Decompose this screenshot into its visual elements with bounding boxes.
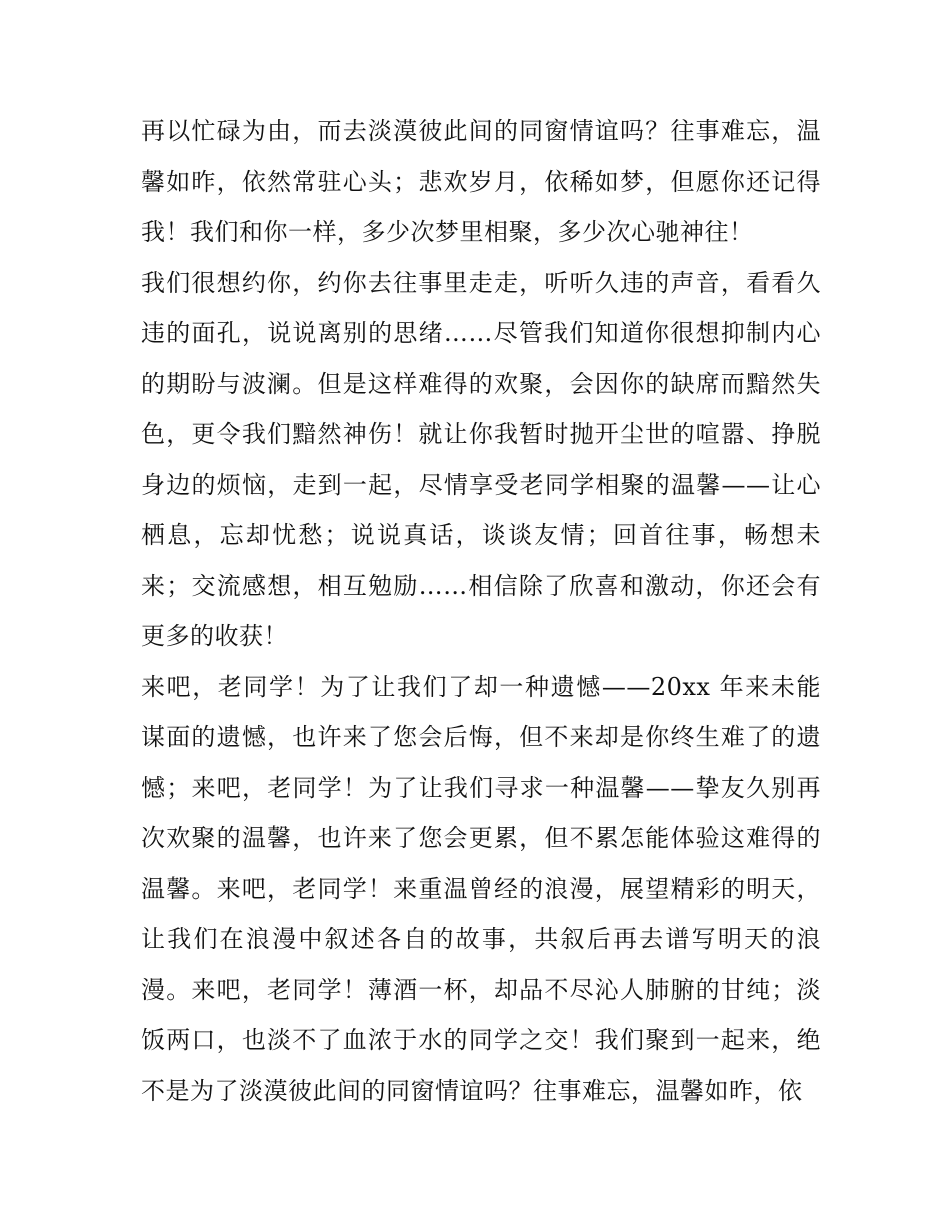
paragraph-1: 再以忙碌为由，而去淡漠彼此间的同窗情谊吗？往事难忘，温馨如昨，依然常驻心头；悲欢岁月，依稀如梦，但愿你还记得我！我们和你一样，多少次梦里相聚，多少次心驰神往！ xyxy=(141,117,821,246)
body-text xyxy=(141,106,821,1116)
paragraph-3: 来吧，老同学！为了让我们了却一种遗憾——20xx 年来未能谋面的遗憾，也许来了您会后悔，但不来却是你终生难了的遗憾；来吧，老同学！为了让我们寻求一种温馨——挚友久别再次欢聚的温馨，也许来了您会更累，但不累怎能体验这难得的温馨。来吧，老同学！来重温曾经的浪漫，展望精彩的明天，让我们在浪漫中叙述各自的故事，共叙后再去谱写明天的浪漫。来吧，老同学！薄酒一杯，却品不尽沁人肺腑的甘纯；淡饭两口，也淡不了血浓于水的同学之交！我们聚到一起来，绝不是为了淡漠彼此间的同窗情谊吗？往事难忘，温馨如昨，依 xyxy=(141,672,821,1105)
paragraph-2: 我们很想约你，约你去往事里走走，听听久违的声音，看看久违的面孔，说说离别的思绪……尽管我们知道你很想抑制内心的期盼与波澜。但是这样难得的欢聚，会因你的缺席而黯然失色，更令我们黯然神伤！就让你我暂时抛开尘世的喧嚣、挣脱身边的烦恼，走到一起，尽情享受老同学相聚的温馨——让心栖息，忘却忧愁；说说真话，谈谈友情；回首往事，畅想未来；交流感想，相互勉励……相信除了欣喜和激动，你还会有更多的收获！ xyxy=(141,268,821,650)
